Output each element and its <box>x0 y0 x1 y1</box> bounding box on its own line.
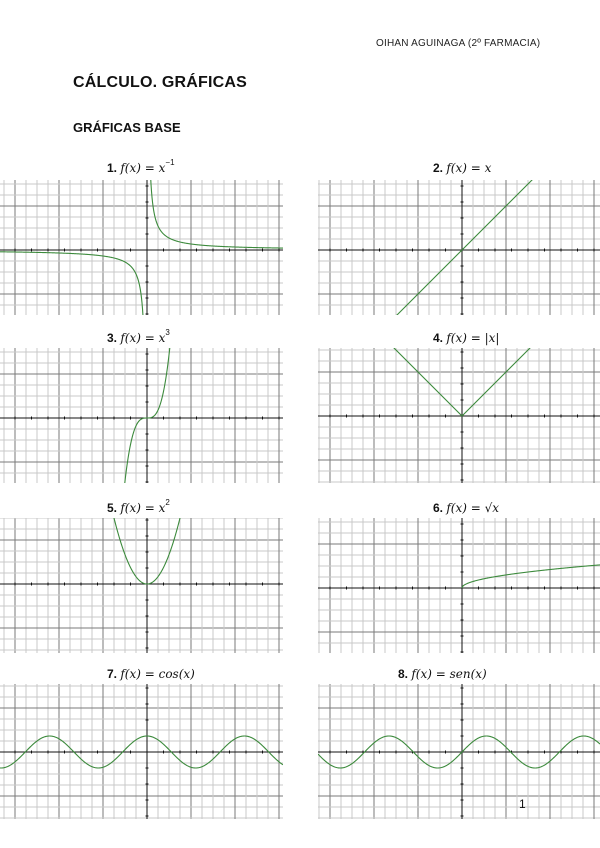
page-title: CÁLCULO. GRÁFICAS <box>73 74 248 91</box>
graph-1-number: 1. <box>107 161 118 175</box>
graph-4-number: 4. <box>433 331 444 345</box>
function-curve <box>462 565 600 588</box>
graph-5-formula: f(x) = x <box>120 501 166 515</box>
graph-3-plot <box>0 348 283 483</box>
graph-2-caption <box>433 160 491 175</box>
graph-7-plot <box>0 684 283 819</box>
graph-6-plot <box>318 518 600 653</box>
section-subtitle: GRÁFICAS BASE <box>73 120 181 135</box>
graph-1-formula: f(x) = x <box>120 161 166 175</box>
graph-3-number: 3. <box>107 331 118 345</box>
graph-1-exponent: −1 <box>165 158 175 167</box>
graph-6-number: 6. <box>433 501 444 515</box>
graph-1-plot <box>0 180 283 315</box>
graph-4-caption <box>433 330 499 345</box>
graph-8-plot <box>318 684 600 819</box>
graph-5-caption <box>107 500 170 515</box>
graph-5-plot <box>0 518 283 653</box>
graph-7-formula: f(x) = cos(x) <box>120 667 195 681</box>
graph-3-exponent: 3 <box>165 328 170 337</box>
graph-8-formula: f(x) = sen(x) <box>411 667 487 681</box>
function-curve <box>148 180 283 248</box>
graph-8-caption <box>398 666 487 681</box>
graph-4-formula: f(x) = |x| <box>446 331 500 345</box>
graph-8-number: 8. <box>398 667 409 681</box>
graph-2-formula: f(x) = x <box>446 161 492 175</box>
page-number: 1 <box>519 797 526 811</box>
graph-7-caption <box>107 666 195 681</box>
graph-5-exponent: 2 <box>165 498 170 507</box>
graph-3-caption <box>107 330 170 345</box>
graph-2-plot <box>318 180 600 315</box>
function-curve <box>318 180 600 315</box>
author-header: OIHAN AGUINAGA (2º FARMACIA) <box>376 38 541 49</box>
graph-2-number: 2. <box>433 161 444 175</box>
graph-6-formula: f(x) = √x <box>446 501 500 515</box>
graph-7-number: 7. <box>107 667 118 681</box>
graph-6-caption <box>433 500 499 515</box>
graph-4-plot <box>318 348 600 483</box>
graph-1-caption <box>107 160 175 175</box>
function-curve <box>318 348 600 416</box>
graph-3-formula: f(x) = x <box>120 331 166 345</box>
graph-5-number: 5. <box>107 501 118 515</box>
